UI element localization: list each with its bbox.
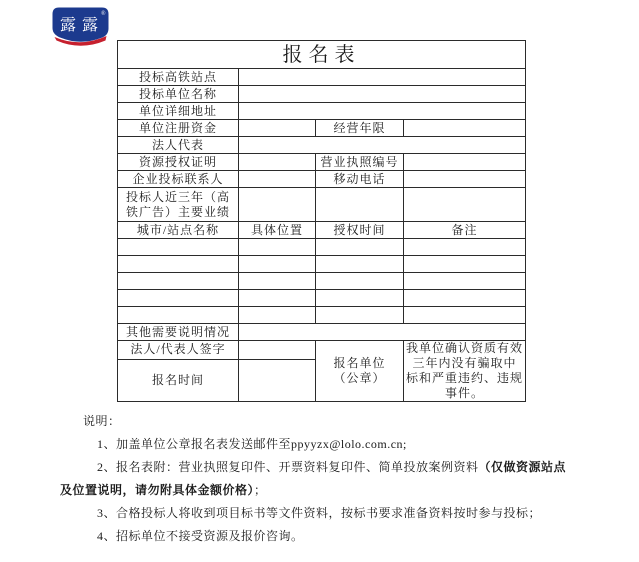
grid-cell[interactable]	[118, 256, 239, 273]
input-mobile[interactable]	[404, 171, 526, 188]
label-station: 投标高铁站点	[118, 69, 239, 86]
input-years[interactable]	[404, 120, 526, 137]
grid-cell[interactable]	[316, 307, 404, 324]
note-item-1: 1、加盖单位公章报名表发送邮件至ppyyzx@lolo.com.cn;	[97, 437, 407, 451]
label-license-no: 营业执照编号	[316, 154, 404, 171]
grid-cell[interactable]	[118, 239, 239, 256]
grid-empty-row	[118, 273, 526, 290]
notes-section	[60, 410, 568, 548]
input-address[interactable]	[239, 103, 526, 120]
note-item-2-text: 2、报名表附：营业执照复印件、开票资料复印件、简单投放案例资料	[97, 460, 479, 474]
grid-header-auth-time: 授权时间	[316, 222, 404, 239]
grid-cell[interactable]	[404, 239, 526, 256]
note-item-2-suffix: ；	[254, 483, 267, 497]
logo-char-1: 露	[59, 17, 77, 34]
note-item-3: 3、合格投标人将收到项目标书等文件资料，按标书要求准备资料按时参与投标；	[97, 506, 542, 520]
input-auth-cert[interactable]	[239, 154, 316, 171]
grid-header-location: 具体位置	[239, 222, 316, 239]
grid-cell[interactable]	[316, 239, 404, 256]
grid-empty-row	[118, 239, 526, 256]
input-company[interactable]	[239, 86, 526, 103]
input-performance-2[interactable]	[316, 188, 404, 222]
registered-trademark-icon: ®	[101, 11, 106, 17]
field-row-other	[118, 324, 526, 341]
grid-cell[interactable]	[239, 273, 316, 290]
field-row-address	[118, 103, 526, 120]
lulu-logo-icon	[52, 7, 109, 49]
label-years: 经营年限	[316, 120, 404, 137]
label-capital: 单位注册资金	[118, 120, 239, 137]
field-row-auth-license	[118, 154, 526, 171]
grid-cell[interactable]	[118, 307, 239, 324]
field-row-legal-rep	[118, 137, 526, 154]
label-legal-rep: 法人代表	[118, 137, 239, 154]
grid-header-row	[118, 222, 526, 239]
input-capital[interactable]	[239, 120, 316, 137]
label-mobile: 移动电话	[316, 171, 404, 188]
field-row-capital-years	[118, 120, 526, 137]
label-auth-cert: 资源授权证明	[118, 154, 239, 171]
grid-cell[interactable]	[316, 273, 404, 290]
declaration-text: 我单位确认资质有效 三年内没有骗取中 标和严重违约、违规事件。	[404, 341, 526, 402]
grid-cell[interactable]	[316, 256, 404, 273]
input-performance-1[interactable]	[239, 188, 316, 222]
grid-header-city: 城市/站点名称	[118, 222, 239, 239]
field-row-signature	[118, 341, 526, 360]
grid-empty-row	[118, 307, 526, 324]
label-company: 投标单位名称	[118, 86, 239, 103]
logo-char-2: 露	[81, 17, 99, 34]
grid-empty-row	[118, 256, 526, 273]
form-title: 报名表	[118, 41, 526, 69]
lulu-logo	[52, 7, 109, 49]
label-other: 其他需要说明情况	[118, 324, 239, 341]
input-signature[interactable]	[239, 341, 316, 360]
form-title-row	[118, 41, 526, 69]
label-signature: 法人/代表人签字	[118, 341, 239, 360]
notes-heading: 说明：	[83, 414, 121, 428]
reg-unit-line1: 报名单位	[333, 356, 386, 370]
label-reg-unit-seal	[316, 341, 404, 402]
grid-header-remark: 备注	[404, 222, 526, 239]
grid-cell[interactable]	[404, 273, 526, 290]
field-row-company	[118, 86, 526, 103]
grid-cell[interactable]	[239, 256, 316, 273]
note-item-4: 4、招标单位不接受资源及报价咨询。	[97, 529, 304, 543]
label-reg-time: 报名时间	[118, 359, 239, 401]
grid-cell[interactable]	[239, 307, 316, 324]
input-reg-time[interactable]	[239, 359, 316, 401]
input-other[interactable]	[239, 324, 526, 341]
field-row-station	[118, 69, 526, 86]
grid-cell[interactable]	[316, 290, 404, 307]
field-row-performance	[118, 188, 526, 222]
registration-form-table	[117, 40, 526, 402]
grid-cell[interactable]	[118, 290, 239, 307]
grid-cell[interactable]	[404, 256, 526, 273]
input-contact[interactable]	[239, 171, 316, 188]
grid-cell[interactable]	[404, 307, 526, 324]
field-row-contact-mobile	[118, 171, 526, 188]
grid-cell[interactable]	[239, 239, 316, 256]
grid-cell[interactable]	[404, 290, 526, 307]
input-station[interactable]	[239, 69, 526, 86]
input-performance-3[interactable]	[404, 188, 526, 222]
input-license-no[interactable]	[404, 154, 526, 171]
input-legal-rep[interactable]	[239, 137, 526, 154]
label-contact: 企业投标联系人	[118, 171, 239, 188]
reg-unit-line2: （公章）	[333, 371, 386, 385]
note-item-2	[60, 456, 568, 502]
grid-cell[interactable]	[239, 290, 316, 307]
grid-empty-row	[118, 290, 526, 307]
label-performance: 投标人近三年（高铁广告）主要业绩	[118, 188, 239, 222]
note-item-2-bold: （仅做资源站点及位置说明，请勿附具体金额价格）	[60, 460, 567, 497]
label-address: 单位详细地址	[118, 103, 239, 120]
grid-cell[interactable]	[118, 273, 239, 290]
